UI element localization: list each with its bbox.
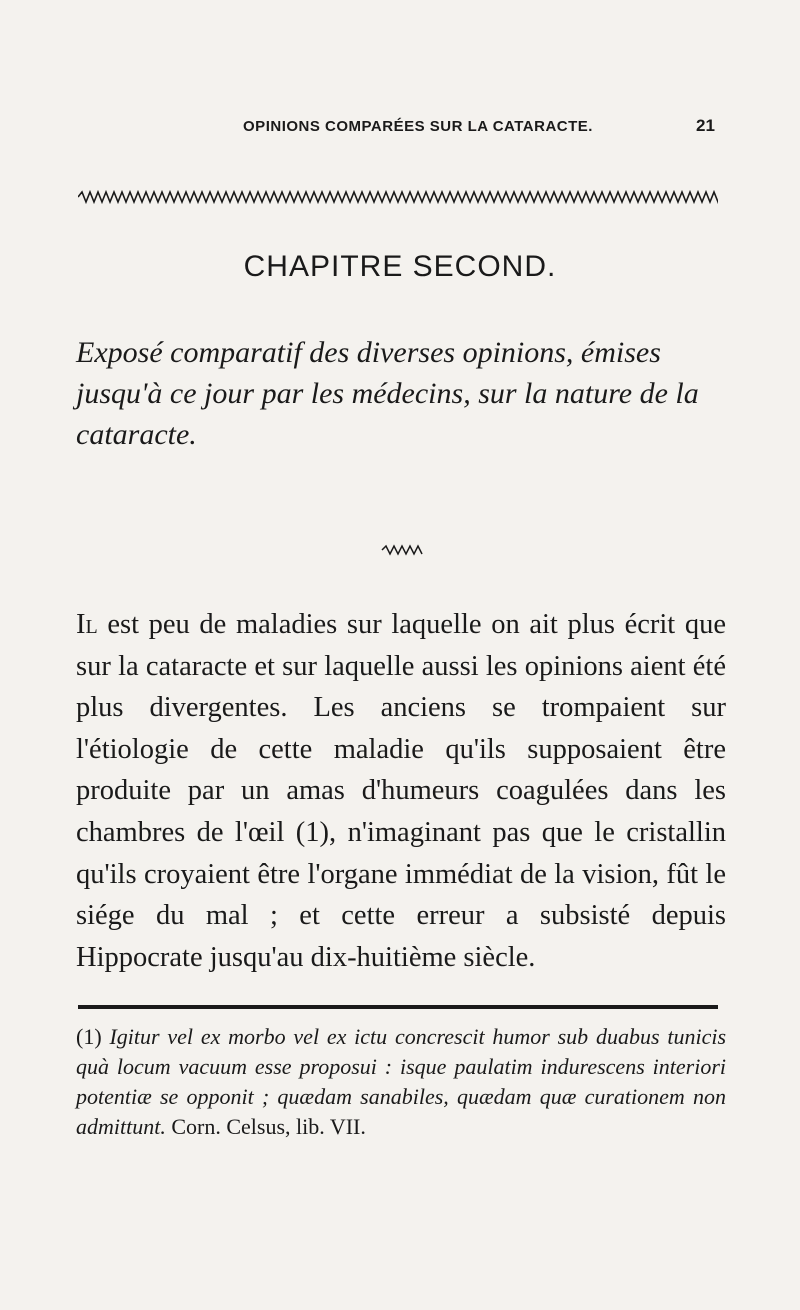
chapter-title: CHAPITRE SECOND. <box>243 250 557 283</box>
footnote <box>76 1022 726 1142</box>
main-paragraph <box>76 604 726 978</box>
top-ornament-rule <box>78 190 718 204</box>
section-ornament <box>380 544 430 556</box>
footnote-citation: Corn. Celsus, lib. VII. <box>171 1114 366 1139</box>
chapter-subtitle: Exposé comparatif des diverses opinions, émises jusqu'à ce jour par les médecins, sur la nature de la cataracte. <box>76 336 699 451</box>
footnote-separator <box>78 1005 718 1015</box>
page-number: 21 <box>696 116 715 135</box>
footnote-marker: (1) <box>76 1024 102 1049</box>
running-title: OPINIONS COMPARÉES SUR LA CATARACTE. <box>243 118 593 135</box>
initial-word: Il <box>76 609 98 640</box>
footnote-latin-text: Igitur vel ex morbo vel ex ictu concrescit humor sub duabus tunicis quà locum vacuum esse proposui : isque paulatim indurescens interiori potentiæ se opponit ; quædam sanabiles, quædam quæ curationem non admittunt. <box>76 1024 727 1139</box>
paragraph-text: est peu de maladies sur laquelle on ait plus écrit que sur la cataracte et sur laquelle aussi les opinions aient été plus divergentes. Les anciens se trompaient sur l'étiologie de cette maladie qu'ils supposaient être produite par un amas d'humeurs coagulées dans les chambres de l'œil (1), n'imaginant pas que le cristallin qu'ils croyaient être l'organe immédiat de la vision, fût le siége du mal ; et cette erreur a subsisté depuis Hippocrate jusqu'au dix-huitième siècle. <box>76 609 727 973</box>
